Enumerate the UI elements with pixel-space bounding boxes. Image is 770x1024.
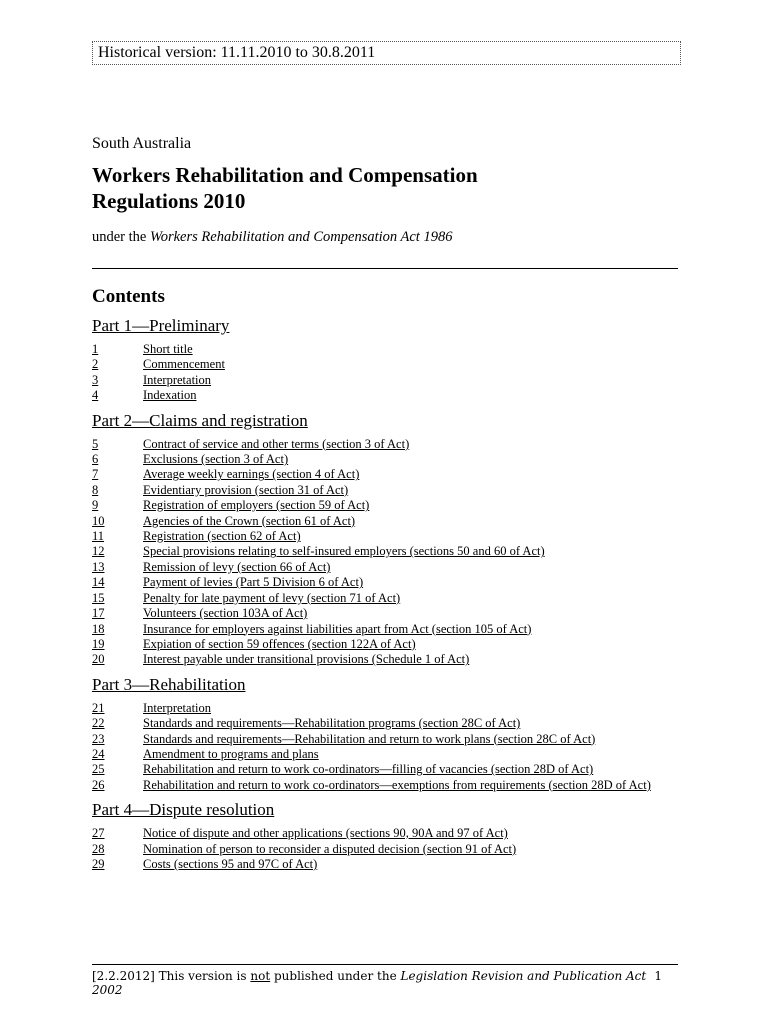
toc-entry-title[interactable]: Expiation of section 59 offences (section 122A of Act) [143, 636, 416, 651]
toc-entry-number[interactable]: 21 [92, 700, 105, 715]
toc-entry-title[interactable]: Registration (section 62 of Act) [143, 529, 301, 544]
toc-entry-number[interactable]: 9 [92, 498, 99, 513]
toc-entry-number[interactable]: 27 [92, 826, 105, 841]
toc-entry-title[interactable]: Nomination of person to reconsider a disputed decision (section 91 of Act) [143, 841, 517, 856]
footer-text-1: This version is [154, 969, 251, 983]
toc-entry-title[interactable]: Interest payable under transitional provisions (Schedule 1 of Act) [143, 652, 470, 667]
toc-entry-number[interactable]: 23 [92, 731, 105, 746]
toc-entry-title[interactable]: Indexation [143, 388, 197, 403]
toc-entry[interactable] [92, 637, 682, 652]
toc-entry[interactable] [92, 575, 682, 590]
toc-entry-number[interactable]: 19 [92, 636, 105, 651]
toc-entry-number[interactable]: 11 [92, 529, 105, 544]
historical-version-banner: Historical version: 11.11.2010 to 30.8.2011 [92, 41, 681, 65]
toc-entry-title[interactable]: Special provisions relating to self-insured employers (sections 50 and 60 of Act) [143, 544, 545, 559]
toc-entry[interactable] [92, 732, 682, 747]
toc-entry[interactable] [92, 437, 682, 452]
toc-entry-title[interactable]: Amendment to programs and plans [143, 746, 319, 761]
parent-act-name: Workers Rehabilitation and Compensation Act 1986 [149, 229, 453, 245]
toc-entry[interactable] [92, 606, 682, 621]
toc-entry-title[interactable]: Notice of dispute and other applications (sections 90, 90A and 97 of Act) [143, 826, 508, 841]
toc-entry[interactable] [92, 762, 682, 777]
toc-entry-title[interactable]: Interpretation [143, 372, 212, 387]
under-prefix: under the [92, 229, 150, 245]
toc-entry-number[interactable]: 15 [92, 590, 105, 605]
footer-act: Legislation Revision and Publication Act 2002 [92, 969, 647, 997]
toc-entry[interactable] [92, 529, 682, 544]
title-line-1: Workers Rehabilitation and Compensation [92, 163, 478, 187]
toc-entry-title[interactable]: Remission of levy (section 66 of Act) [143, 559, 331, 574]
table-of-contents [92, 315, 682, 875]
toc-entry-title[interactable]: Penalty for late payment of levy (section 71 of Act) [143, 590, 401, 605]
toc-entry-title[interactable]: Insurance for employers against liabilities apart from Act (section 105 of Act) [143, 621, 532, 636]
toc-entry-title[interactable]: Interpretation [143, 700, 212, 715]
toc-part-heading[interactable]: Part 2—Claims and registration [92, 410, 308, 430]
jurisdiction: South Australia [92, 135, 192, 152]
toc-entry-number[interactable]: 8 [92, 482, 99, 497]
toc-entry-number[interactable]: 1 [92, 342, 99, 356]
toc-entry-number[interactable]: 10 [92, 513, 105, 528]
page-number: 1 [654, 969, 662, 983]
footer-text-2: published under the [270, 969, 401, 983]
toc-part-heading[interactable]: Part 1—Preliminary [92, 316, 230, 335]
toc-entry[interactable] [92, 652, 682, 667]
toc-entry[interactable] [92, 857, 682, 872]
toc-entry[interactable] [92, 388, 682, 403]
toc-entry-title[interactable]: Payment of levies (Part 5 Division 6 of Act) [143, 575, 364, 590]
toc-entry-title[interactable]: Volunteers (section 103A of Act) [143, 606, 308, 621]
toc-entry-title[interactable]: Evidentiary provision (section 31 of Act) [143, 482, 349, 497]
toc-entry-title[interactable]: Average weekly earnings (section 4 of Act) [143, 467, 360, 482]
toc-entry-number[interactable]: 4 [92, 388, 99, 403]
toc-entry-number[interactable]: 20 [92, 652, 105, 667]
toc-entry-list [92, 342, 682, 404]
toc-entry-list [92, 826, 682, 872]
toc-entry-number[interactable]: 29 [92, 856, 105, 871]
toc-entry-title[interactable]: Standards and requirements—Rehabilitation and return to work plans (section 28C of Act) [143, 731, 596, 746]
toc-entry[interactable] [92, 622, 682, 637]
toc-entry-number[interactable]: 26 [92, 777, 105, 792]
footer-divider [92, 964, 678, 965]
toc-entry-number[interactable]: 13 [92, 559, 105, 574]
under-act-line [92, 229, 452, 246]
contents-heading: Contents [92, 286, 165, 307]
toc-entry-number[interactable]: 24 [92, 746, 105, 761]
toc-entry[interactable] [92, 467, 682, 482]
toc-entry-title[interactable]: Agencies of the Crown (section 61 of Act) [143, 513, 356, 528]
toc-part-heading[interactable]: Part 4—Dispute resolution [92, 800, 275, 820]
toc-entry[interactable] [92, 842, 682, 857]
toc-entry-number[interactable]: 3 [92, 372, 99, 387]
toc-entry-list [92, 437, 682, 668]
footer-not: not [250, 969, 271, 983]
toc-entry-number[interactable]: 25 [92, 762, 105, 777]
toc-entry[interactable] [92, 514, 682, 529]
toc-entry-number[interactable]: 17 [92, 606, 105, 621]
toc-part-heading[interactable]: Part 3—Rehabilitation [92, 674, 246, 694]
toc-entry-title[interactable]: Contract of service and other terms (section 3 of Act) [143, 436, 410, 451]
toc-entry[interactable] [92, 747, 682, 762]
toc-entry-number[interactable]: 22 [92, 716, 105, 731]
toc-entry[interactable] [92, 373, 682, 388]
toc-entry-number[interactable]: 2 [92, 357, 99, 372]
toc-entry-number[interactable]: 18 [92, 621, 105, 636]
toc-entry-number[interactable]: 14 [92, 575, 105, 590]
toc-entry[interactable] [92, 483, 682, 498]
toc-entry[interactable] [92, 560, 682, 575]
toc-entry-title[interactable]: Short title [143, 342, 193, 356]
toc-entry[interactable] [92, 544, 682, 559]
toc-entry-title[interactable]: Rehabilitation and return to work co-ordinators—exemptions from requirements (section 28D of Act) [143, 777, 651, 792]
toc-entry[interactable] [92, 342, 682, 357]
toc-entry[interactable] [92, 452, 682, 467]
toc-entry-title[interactable]: Standards and requirements—Rehabilitation programs (section 28C of Act) [143, 716, 521, 731]
footer-date: [2.2.2012] [92, 969, 155, 983]
toc-entry-number[interactable]: 28 [92, 841, 105, 856]
toc-entry-number[interactable]: 7 [92, 467, 99, 482]
toc-entry-number[interactable]: 5 [92, 436, 99, 451]
toc-entry-number[interactable]: 12 [92, 544, 105, 559]
toc-entry[interactable] [92, 701, 682, 716]
toc-entry-number[interactable]: 6 [92, 452, 99, 467]
toc-entry[interactable] [92, 716, 682, 731]
toc-entry-list [92, 701, 682, 793]
toc-entry-title[interactable]: Rehabilitation and return to work co-ordinators—filling of vacancies (section 28D of Act) [143, 762, 594, 777]
toc-entry-title[interactable]: Commencement [143, 357, 225, 372]
toc-entry[interactable] [92, 591, 682, 606]
toc-entry-title[interactable]: Exclusions (section 3 of Act) [143, 452, 289, 467]
toc-entry-title[interactable]: Costs (sections 95 and 97C of Act) [143, 856, 318, 871]
page-title [92, 162, 652, 214]
toc-entry[interactable] [92, 498, 682, 513]
title-line-2: Regulations 2010 [92, 189, 246, 213]
header-divider [92, 268, 678, 269]
footer [92, 969, 662, 997]
toc-entry-title[interactable]: Registration of employers (section 59 of Act) [143, 498, 370, 513]
toc-entry[interactable] [92, 357, 682, 372]
toc-entry[interactable] [92, 826, 682, 841]
toc-entry[interactable] [92, 778, 682, 793]
